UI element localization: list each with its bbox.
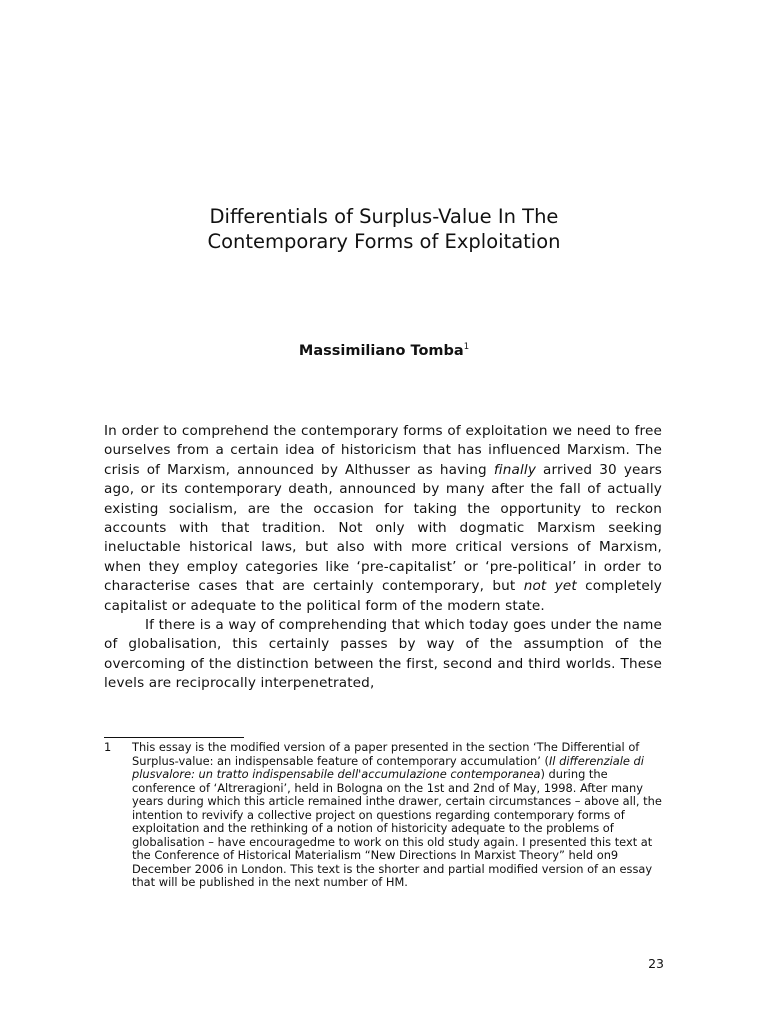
paragraph-1-part-e: completely capitalist or adequate to the political form of the modern state. [104, 578, 663, 614]
paper-title [104, 204, 664, 254]
author-line [104, 341, 664, 361]
body-text [104, 422, 662, 694]
author-footnote-ref[interactable]: 1 [463, 342, 470, 353]
emphasis-finally: finally [493, 461, 537, 478]
footnote-text [132, 741, 664, 890]
footnote-italic-title: Il differenziale di plusvalore: un tratto indispensabile dell'accumulazione contemporanea [132, 753, 644, 781]
footnote-separator [104, 737, 244, 738]
paragraph-1-part-c: arrived 30 years ago, or its contemporary death, announced by many after the fall of actually existing socialism, are the occasion for taking the opportunity to reckon accounts with that tradition. Not only with dogmatic Marxism seeking ineluctable historical laws, but also with more critical versions of Marxism, when they employ categories like ‘pre-capitalist’ or ‘pre-political’ in order to characterise cases that are certainly contemporary, but [104, 461, 662, 595]
footnote-number: 1 [104, 740, 112, 754]
title-line-1: Differentials of Surplus-Value In The [209, 205, 559, 228]
footnote-1 [104, 741, 664, 890]
title-line-2: Contemporary Forms of Exploitation [207, 230, 561, 253]
emphasis-not-yet: not yet [523, 578, 577, 595]
paragraph-1-part-a: In order to comprehend the contemporary forms of exploitation we need to free ourselves from a certain idea of historicism that has influenced Marxism. The crisis of Marxism, announced by Althusser as having [104, 423, 662, 478]
paragraph-2: If there is a way of comprehending that which today goes under the name of globalisation, this certainly passes by way of the assumption of the overcoming of the distinction between the first, second and third worlds. These levels are reciprocally interpenetrated, [104, 617, 662, 692]
footnote-part-a: This essay is the modified version of a paper presented in the section ‘The Differential of Surplus-value: an indispensable feature of contemporary accumulation’ ( [132, 740, 640, 768]
paragraph-1 [104, 422, 662, 616]
footnote-part-c: ) during the conference of ‘Altreragioni’, held in Bologna on the 1st and 2nd of May, 1998. After many years during which this article remained inthe drawer, certain circumstances – above all, the intention to revivify a collective project on questions regarding contemporary forms of exploitation and the rethinking of a notion of historicity adequate to the problems of globalisation – have encouragedme to work on this old study again. I presented this text at the Conference of Historical Materialism “New Directions In Marxist Theory” held on9 December 2006 in London. This text is the shorter and partial modified version of an essay that will be published in the next number of HM. [132, 767, 662, 889]
author-name: Massimiliano Tomba [298, 343, 464, 359]
page-number: 23 [648, 956, 664, 971]
